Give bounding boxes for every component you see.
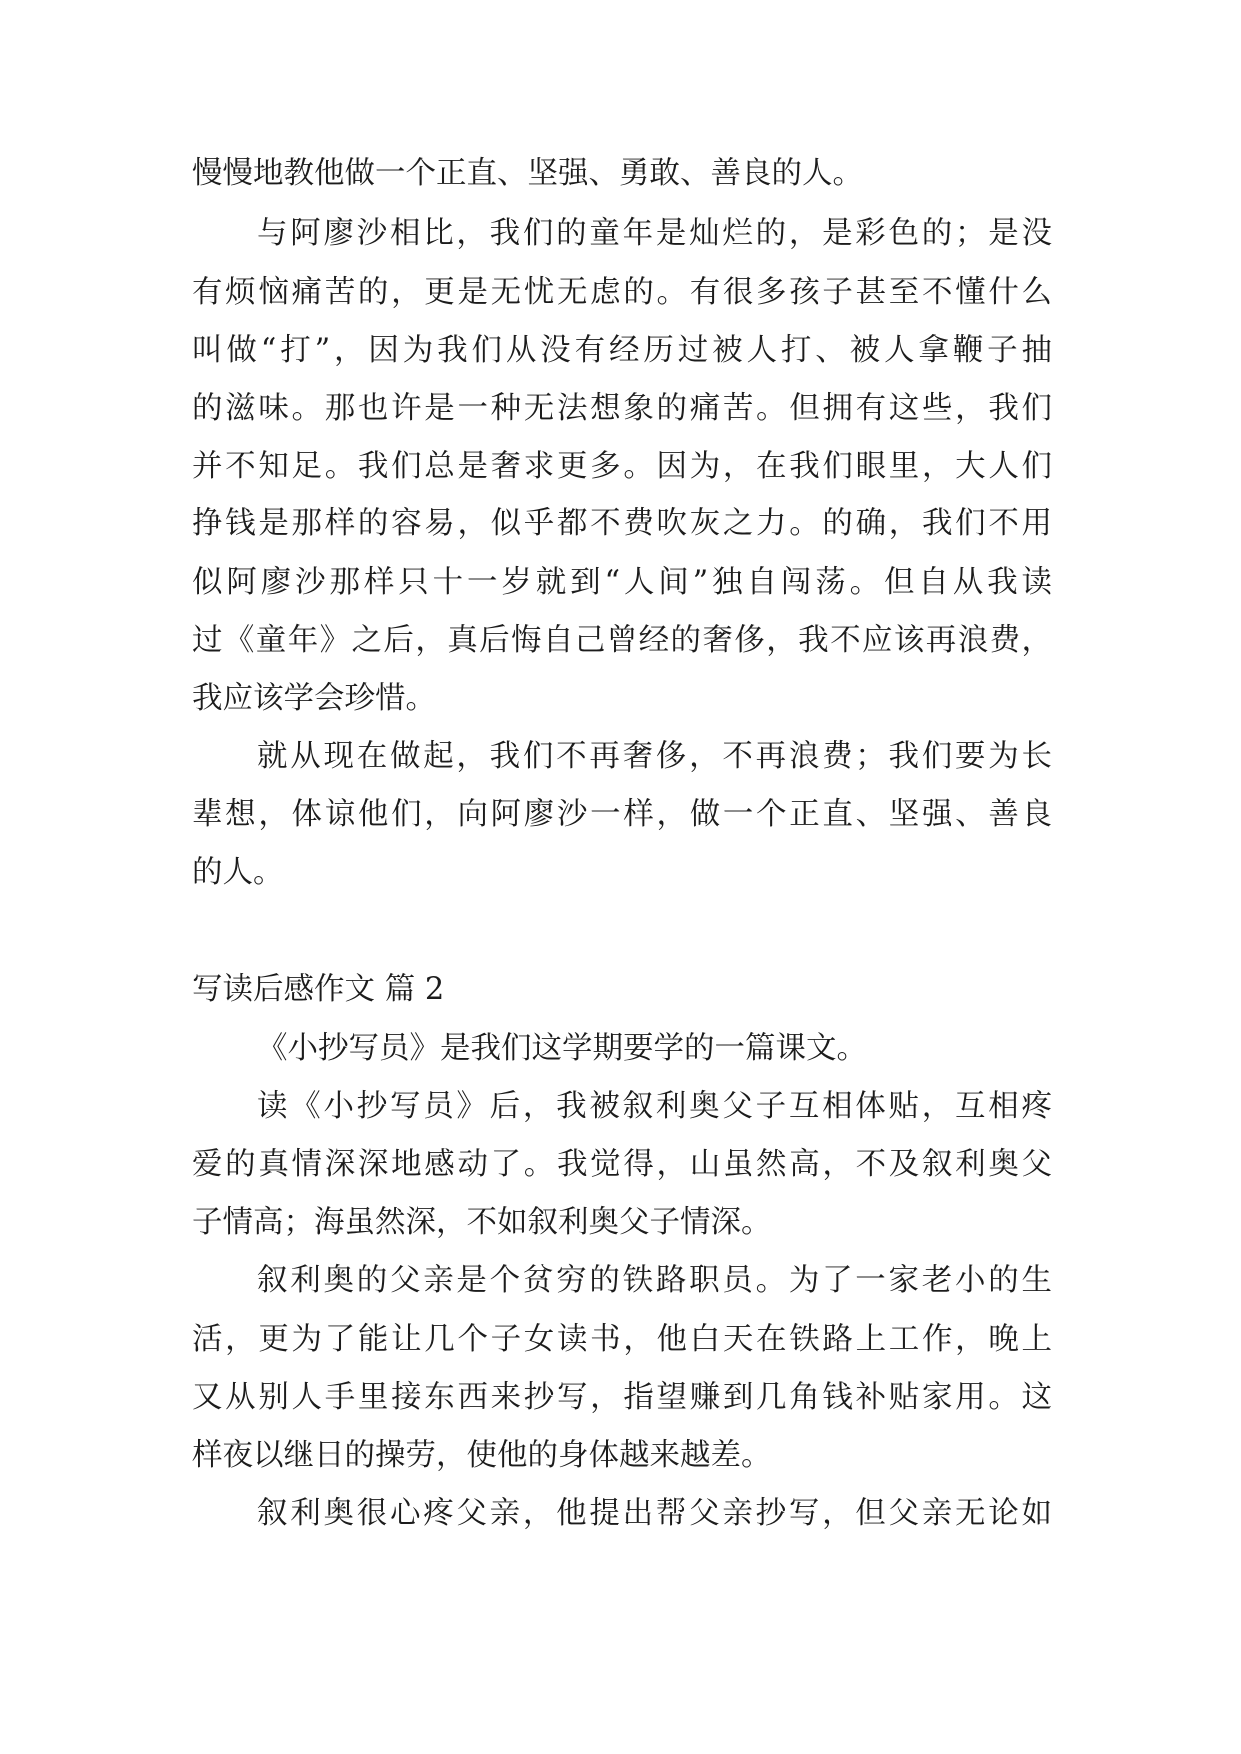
paragraph-line: 过《童年》之后，真后悔自己曾经的奢侈，我不应该再浪费， [192,623,1052,658]
paragraph-line: 就从现在做起，我们不再奢侈，不再浪费；我们要为长 [257,739,1052,774]
paragraph-line: 爱的真情深深地感动了。我觉得，山虽然高，不及叙利奥父 [192,1147,1052,1182]
paragraph-line: 并不知足。我们总是奢求更多。因为，在我们眼里，大人们 [192,449,1052,484]
paragraph-line: 叙利奥很心疼父亲，他提出帮父亲抄写，但父亲无论如 [257,1496,1052,1531]
paragraph-line: 挣钱是那样的容易，似乎都不费吹灰之力。的确，我们不用 [192,506,1052,541]
paragraph-line: 的滋味。那也许是一种无法想象的痛苦。但拥有这些，我们 [192,391,1052,426]
paragraph-line: 似阿廖沙那样只十一岁就到“人间”独自闯荡。但自从我读 [192,565,1052,600]
paragraph-line: 的人。 [192,855,284,890]
paragraph-line: 读《小抄写员》后，我被叙利奥父子互相体贴，互相疼 [257,1089,1052,1124]
paragraph-line: 叫做“打”，因为我们从没有经历过被人打、被人拿鞭子抽 [192,333,1052,368]
paragraph-line: 慢慢地教他做一个正直、坚强、勇敢、善良的人。 [192,156,863,191]
paragraph-line: 样夜以继日的操劳，使他的身体越来越差。 [192,1438,772,1473]
section-heading: 写读后感作文 篇 2 [192,972,445,1007]
paragraph-line: 我应该学会珍惜。 [192,681,436,716]
paragraph-line: 与阿廖沙相比，我们的童年是灿烂的，是彩色的；是没 [257,216,1052,251]
paragraph-line: 《小抄写员》是我们这学期要学的一篇课文。 [257,1031,867,1066]
paragraph-line: 叙利奥的父亲是个贫穷的铁路职员。为了一家老小的生 [257,1263,1052,1298]
paragraph-line: 又从别人手里接东西来抄写，指望赚到几角钱补贴家用。这 [192,1380,1052,1415]
paragraph-line: 活，更为了能让几个子女读书，他白天在铁路上工作，晚上 [192,1322,1052,1357]
paragraph-line: 有烦恼痛苦的，更是无忧无虑的。有很多孩子甚至不懂什么 [192,275,1052,310]
paragraph-line: 辈想，体谅他们，向阿廖沙一样，做一个正直、坚强、善良 [192,797,1052,832]
paragraph-line: 子情高；海虽然深，不如叙利奥父子情深。 [192,1205,772,1240]
